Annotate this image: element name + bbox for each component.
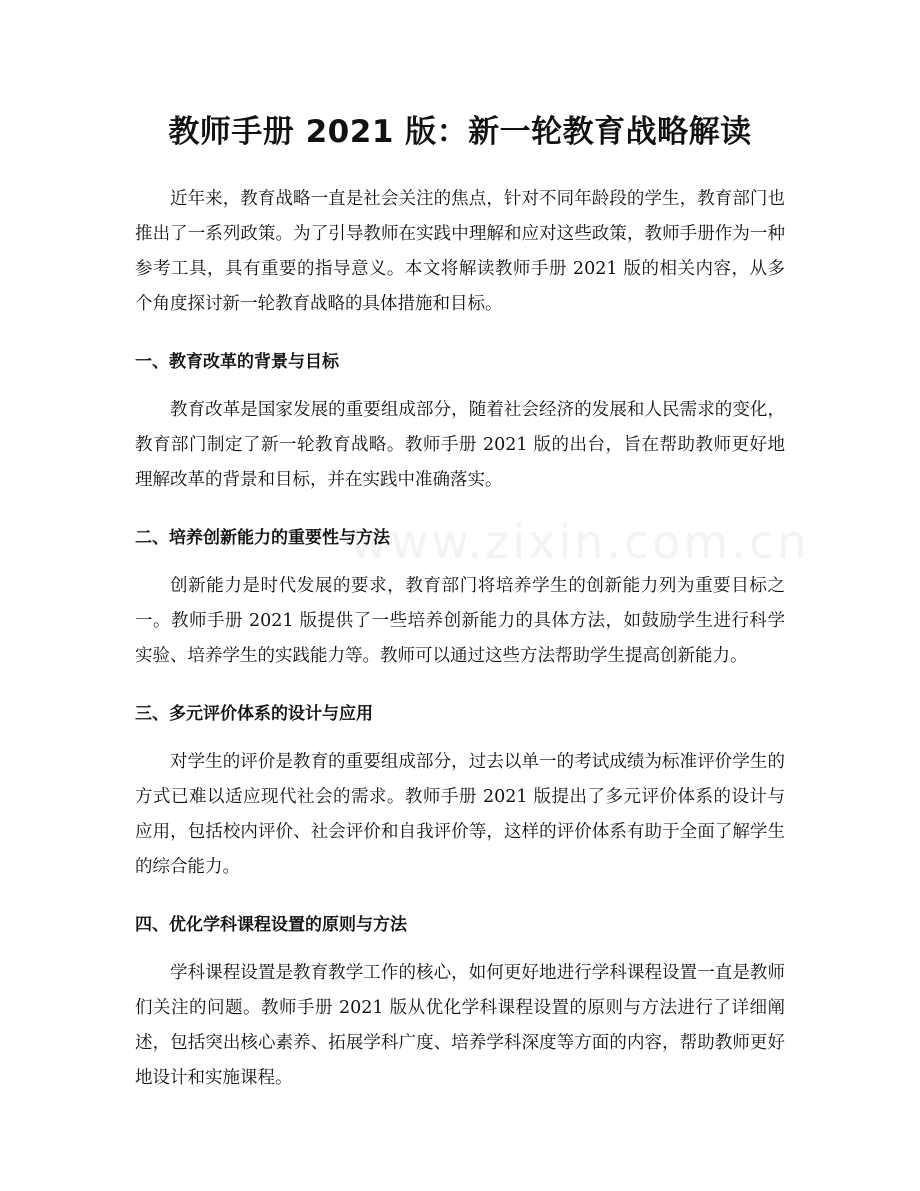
section-paragraph-1: 教育改革是国家发展的重要组成部分，随着社会经济的发展和人民需求的变化，教育部门制定了新一轮教育战略。教师手册 2021 版的出台，旨在帮助教师更好地理解改革的背景和目标，并在实践中准确落实。: [135, 400, 785, 490]
document-title: 教师手册 2021 版：新一轮教育战略解读: [168, 114, 752, 150]
section-paragraph-3: 对学生的评价是教育的重要组成部分，过去以单一的考试成绩为标准评价学生的方式已难以适应现代社会的需求。教师手册 2021 版提出了多元评价体系的设计与应用，包括校内评价、社会评价和自我评价等，这样的评价体系有助于全面了解学生的综合能力。: [135, 752, 785, 877]
section-heading-3: 三、多元评价体系的设计与应用: [135, 704, 373, 724]
section-paragraph-2: 创新能力是时代发展的要求，教育部门将培养学生的创新能力列为重要目标之一。教师手册 2021 版提供了一些培养创新能力的具体方法，如鼓励学生进行科学实验、培养学生的实践能力等。教师可以通过这些方法帮助学生提高创新能力。: [135, 576, 785, 666]
section-heading-2: 二、培养创新能力的重要性与方法: [135, 528, 390, 548]
watermark: www.zixin.com.cn: [350, 515, 810, 569]
intro-paragraph: 近年来，教育战略一直是社会关注的焦点，针对不同年龄段的学生，教育部门也推出了一系列政策。为了引导教师在实践中理解和应对这些政策，教师手册作为一种参考工具，具有重要的指导意义。本文将解读教师手册 2021 版的相关内容，从多个角度探讨新一轮教育战略的具体措施和目标。: [135, 189, 785, 314]
section-paragraph-4: 学科课程设置是教育教学工作的核心，如何更好地进行学科课程设置一直是教师们关注的问题。教师手册 2021 版从优化学科课程设置的原则与方法进行了详细阐述，包括突出核心素养、拓展学科广度、培养学科深度等方面的内容，帮助教师更好地设计和实施课程。: [135, 963, 785, 1088]
section-heading-1: 一、教育改革的背景与目标: [135, 352, 339, 372]
section-heading-4: 四、优化学科课程设置的原则与方法: [135, 915, 407, 935]
document-body: [135, 182, 785, 1096]
